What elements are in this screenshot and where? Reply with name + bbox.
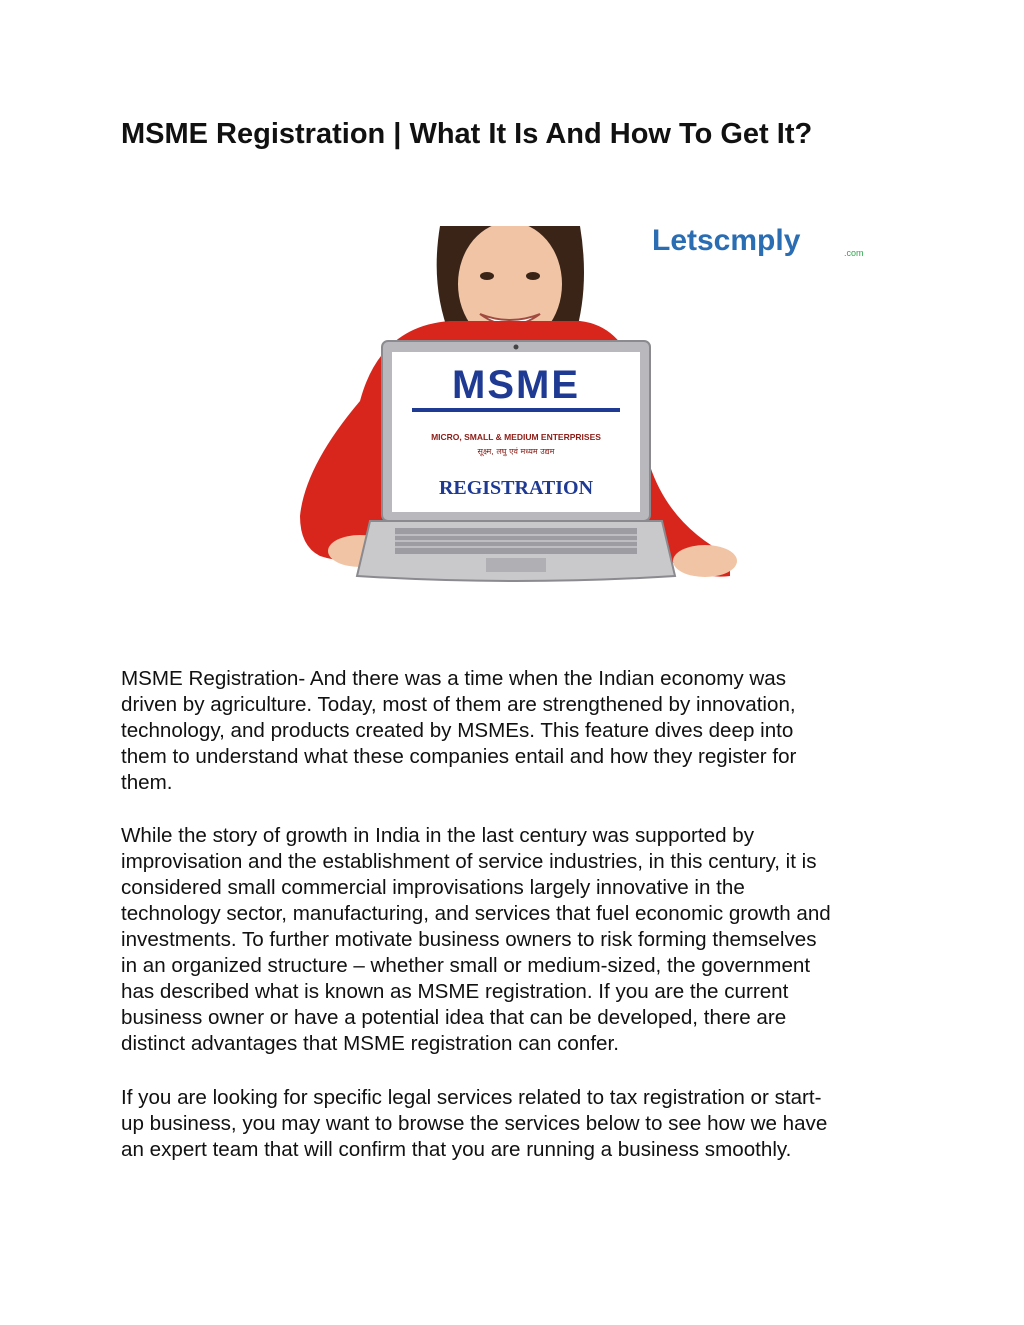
paragraph-3 (121, 1085, 911, 1163)
paragraph-1 (121, 666, 911, 796)
paragraph-line: If you are looking for specific legal services related to tax registration or start- (121, 1086, 822, 1109)
screen-line2: सूक्ष्म, लघु एवं मध्यम उद्यम (477, 447, 555, 456)
paragraph-line: improvisation and the establishment of service industries, in this century, it is (121, 850, 817, 873)
paragraph-line: business owner or have a potential idea that can be developed, there are (121, 1006, 787, 1029)
paragraph-line: them to understand what these companies entail and how they register for (121, 745, 797, 768)
letscomply-logo (652, 226, 864, 258)
screen-line1: MICRO, SMALL & MEDIUM ENTERPRISES (431, 432, 601, 442)
paragraph-line: technology sector, manufacturing, and services that fuel economic growth and (121, 902, 831, 925)
paragraph-line: distinct advantages that MSME registration can confer. (121, 1032, 619, 1055)
paragraph-2 (121, 823, 911, 1057)
logo-subtext: .com (844, 248, 864, 258)
screen-registration: REGISTRATION (438, 477, 594, 499)
paragraph-line: has described what is known as MSME registration. If you are the current (121, 980, 789, 1003)
page-title: MSME Registration | What It Is And How To Get It? (121, 118, 813, 150)
msme-illustration (290, 226, 890, 596)
paragraph-line: While the story of growth in India in the last century was supported by (121, 824, 755, 847)
logo-text: Letscmply (652, 226, 801, 257)
paragraph-line: in an organized structure – whether small or medium-sized, the government (121, 954, 811, 977)
paragraph-line: up business, you may want to browse the services below to see how we have (121, 1112, 828, 1135)
paragraph-line: technology, and products created by MSMEs. This feature dives deep into (121, 719, 794, 742)
paragraph-line: them. (121, 771, 173, 794)
screen-msme-text: MSME (452, 363, 580, 407)
paragraph-line: an expert team that will confirm that you are running a business smoothly. (121, 1138, 792, 1161)
paragraph-line: investments. To further motivate business owners to risk forming themselves (121, 928, 817, 951)
paragraph-line: MSME Registration- And there was a time when the Indian economy was (121, 667, 787, 690)
paragraph-line: driven by agriculture. Today, most of them are strengthened by innovation, (121, 693, 796, 716)
paragraph-line: considered small commercial improvisations largely innovative in the (121, 876, 745, 899)
